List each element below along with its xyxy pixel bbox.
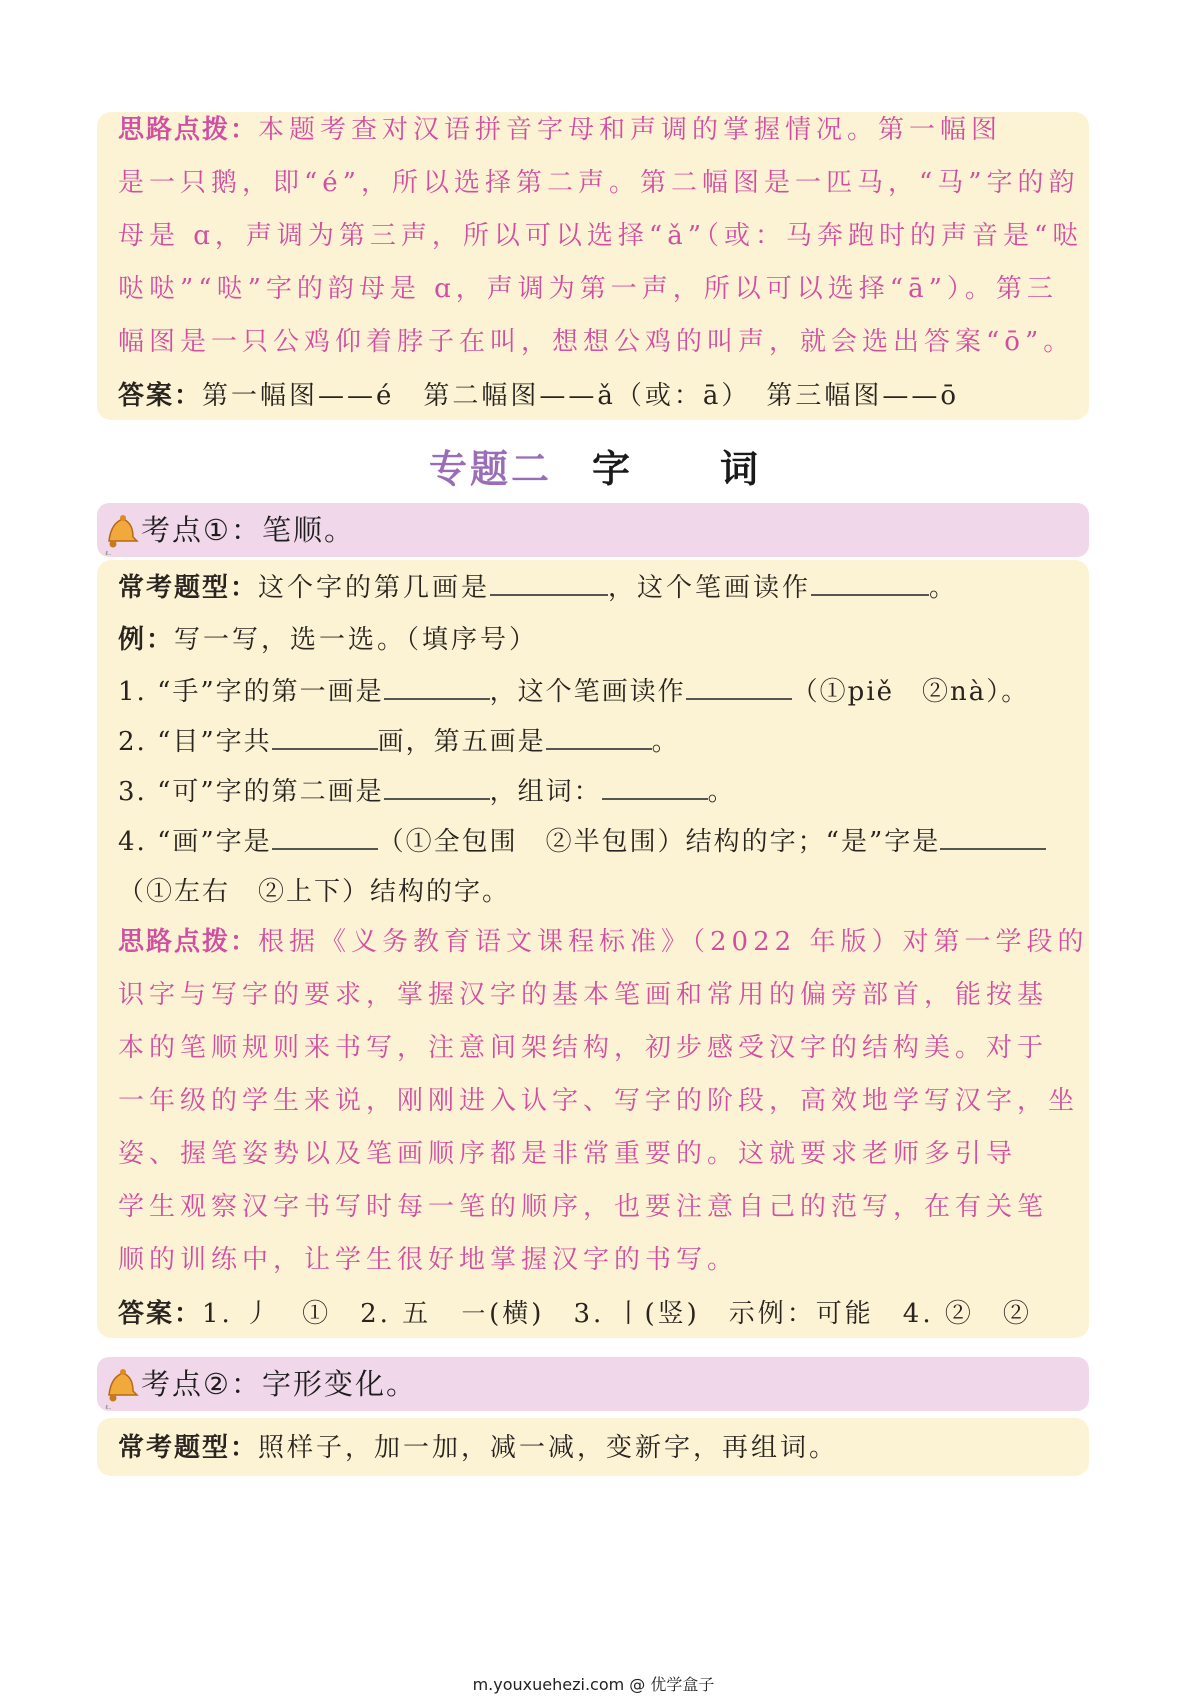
answer-blank[interactable]	[272, 724, 378, 750]
hint-line: 哒哒”“哒”字的韵母是 ɑ，声调为第一声，所以可以选择“ā”）。第三	[118, 274, 1058, 304]
title-word-2: 词	[720, 447, 759, 491]
question-type-line: 常考题型：这个字的第几画是 ，这个笔画读作 。	[118, 568, 1081, 608]
kaodian-2-title: 考点②：字形变化。	[141, 1367, 417, 1401]
answer-blank[interactable]	[384, 774, 490, 800]
hint-label: 思路点拨：	[118, 927, 259, 957]
hint-line: 顺的训练中，让学生很好地掌握汉字的书写。	[118, 1245, 739, 1275]
question-4: 4. “画”字是 （①全包围 ②半包围）结构的字；“是”字是	[118, 822, 1081, 862]
hint-line: 思路点拨：本题考查对汉语拼音字母和声调的掌握情况。第一幅图	[118, 115, 1003, 145]
hint-line: 本的笔顺规则来书写，注意间架结构，初步感受汉字的结构美。对于	[118, 1033, 1049, 1063]
answer-blank[interactable]	[490, 570, 608, 596]
hint-line: 学生观察汉字书写时每一笔的顺序，也要注意自己的范写，在有关笔	[118, 1192, 1049, 1222]
question-type-label: 常考题型：	[118, 573, 259, 603]
kaodian-2-header	[97, 1357, 1089, 1411]
answer-blank[interactable]	[384, 674, 490, 700]
question-3: 3. “可”字的第二画是 ，组词： 。	[118, 772, 1081, 812]
answer-text: 第一幅图——é 第二幅图——ǎ（或：ā） 第三幅图——ō	[202, 381, 960, 411]
kaodian-1-title: 考点①：笔顺。	[141, 513, 355, 547]
answer-blank[interactable]	[272, 824, 378, 850]
hint-line: 识字与写字的要求，掌握汉字的基本笔画和常用的偏旁部首，能按基	[118, 980, 1049, 1010]
kaodian-1-header	[97, 503, 1089, 557]
answer-line	[118, 376, 1081, 416]
hint-line: 母是 ɑ，声调为第三声，所以可以选择“ǎ”（或：马奔跑时的声音是“哒	[118, 221, 1084, 251]
answer-label: 答案：	[118, 381, 203, 411]
hint-line: 一年级的学生来说，刚刚进入认字、写字的阶段，高效地学写汉字，坐	[118, 1086, 1080, 1116]
question-type-line: 常考题型：照样子，加一加，减一减，变新字，再组词。	[118, 1433, 839, 1463]
hint-line: 思路点拨：根据《义务教育语文课程标准》（2022 年版）对第一学段的	[118, 927, 1089, 957]
answer-blank[interactable]	[686, 674, 792, 700]
hint-line: 姿、握笔姿势以及笔画顺序都是非常重要的。这就要求老师多引导	[118, 1139, 1018, 1169]
answer-text: 1. 丿 ① 2. 五 ㇐(横) 3. 丨(竖) 示例：可能 4. ② ②	[202, 1299, 1032, 1329]
answer-blank[interactable]	[940, 824, 1046, 850]
answer-blank[interactable]	[811, 570, 929, 596]
bell-icon	[103, 1365, 139, 1409]
title-word-1: 字	[591, 447, 630, 491]
question-type-label: 常考题型：	[118, 1433, 259, 1463]
footer-watermark: m.youxuehezi.com @ 优学盒子	[472, 1675, 715, 1694]
answer-label: 答案：	[118, 1299, 203, 1329]
question-1: 1. “手”字的第一画是 ，这个笔画读作 （①piě ②nà）。	[118, 672, 1081, 712]
topic-label: 专题二	[428, 447, 552, 491]
hint-line: 幅图是一只公鸡仰着脖子在叫，想想公鸡的叫声，就会选出答案“ō”。	[118, 327, 1075, 357]
question-4-continued: （①左右 ②上下）结构的字。	[118, 877, 511, 907]
hint-label: 思路点拨：	[118, 115, 259, 145]
hint-line: 是一只鹅，即“é”，所以选择第二声。第二幅图是一匹马，“马”字的韵	[118, 168, 1080, 198]
answer-blank[interactable]	[602, 774, 708, 800]
section-title	[0, 438, 1187, 493]
answer-blank[interactable]	[546, 724, 652, 750]
example-line: 例：写一写，选一选。（填序号）	[118, 625, 539, 655]
bell-icon	[103, 511, 139, 555]
question-2: 2. “目”字共 画，第五画是 。	[118, 722, 1081, 762]
top-explanation-box	[97, 112, 1089, 420]
example-label: 例：	[118, 625, 175, 655]
answer-line	[118, 1294, 1081, 1334]
